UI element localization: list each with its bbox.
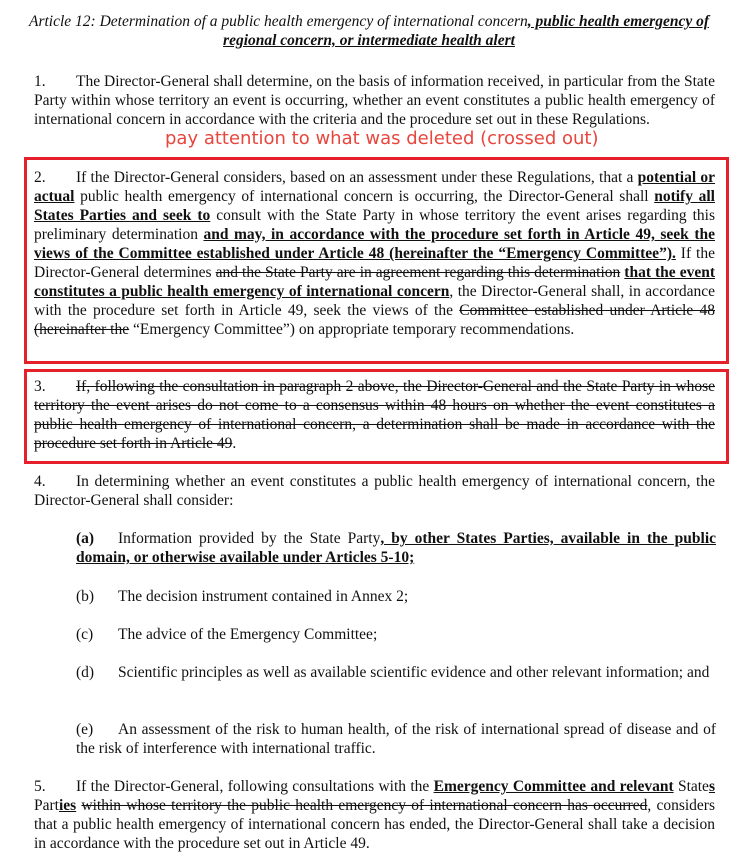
list-label: (d)	[76, 664, 95, 681]
list-item-b	[76, 587, 716, 606]
paragraph-number: 1.	[34, 73, 46, 90]
list-item-e	[76, 720, 716, 758]
title-inserted-text: , public health emergency of regional concern, or intermediate health alert	[223, 13, 709, 49]
paragraph-number: 3.	[34, 378, 46, 395]
text-run: , the Director-General shall, in accordance with the procedure set forth in Article 49, seek the views of the	[34, 283, 715, 319]
paragraph-3	[34, 377, 715, 453]
inserted-text: that the event constitutes a public health emergency of international concern	[34, 264, 715, 300]
deleted-text: Committee established under Article 48 (hereinafter the	[34, 302, 715, 338]
paragraph-1	[34, 72, 715, 129]
text-run: If the Director-General, following consultations with the	[76, 778, 434, 795]
paragraph-text: In determining whether an event constitutes a public health emergency of international concern, the Director-General shall consider:	[34, 473, 715, 509]
inserted-text: s	[708, 778, 715, 795]
text-run: If the Director-General determines	[34, 245, 715, 281]
list-text: The decision instrument contained in Annex 2;	[118, 588, 409, 605]
inserted-text: Emergency Committee and relevant	[433, 778, 674, 795]
text-run: .	[232, 435, 237, 452]
list-label: (e)	[76, 721, 94, 738]
list-item-c	[76, 625, 716, 644]
list-text: Scientific principles as well as available scientific evidence and other relevant information; and	[118, 664, 710, 681]
list-label: (c)	[76, 626, 94, 643]
list-item-d	[76, 663, 716, 682]
inserted-text: and may, in accordance with the procedure set forth in Article 49, seek the views of the Committee established under Article 48 (hereinafter the “Emergency Committee”).	[34, 226, 715, 262]
list-text: An assessment of the risk to human health, of the risk of international spread of disease and of the risk of interference with international traffic.	[76, 721, 716, 757]
annotation-note: pay attention to what was deleted (crossed out)	[165, 128, 599, 149]
list-label: (b)	[76, 588, 95, 605]
paragraph-4	[34, 472, 715, 510]
deleted-text: within whose territory the public health emergency of international concern has occurred	[81, 797, 648, 814]
paragraph-number: 2.	[34, 169, 46, 186]
paragraph-number: 5.	[34, 778, 46, 795]
inserted-text: potential or actual	[34, 169, 716, 205]
text-run: “Emergency Committee”) on appropriate temporary recommendations.	[129, 321, 575, 338]
inserted-text: notify all States Parties and seek to	[34, 188, 715, 224]
text-run: , considers that a public health emergency of international concern has ended, the Director-General shall take a decision in accordance with the procedure set out in Article 49.	[34, 797, 716, 852]
paragraph-number: 4.	[34, 473, 46, 490]
deleted-text: and the State Party are in agreement regarding this determination	[215, 264, 621, 281]
text-run: consult with the State Party in whose territory the event arises regarding this preliminary determination	[34, 207, 716, 243]
deleted-text: If, following the consultation in paragraph 2 above, the Director-General and the State Party in whose territory the event arises do not come to a consensus within 48 hours on whether the event constitutes a public health emergency of international concern, a determination shall be made in accordance with the procedure set forth in Article 49	[34, 378, 715, 452]
paragraph-text: The Director-General shall determine, on the basis of information received, in particular from the State Party within whose territory an event is occurring, whether an event constitutes a public health emergency of international concern in accordance with the criteria and the procedure set out in these Regulations.	[34, 73, 715, 128]
paragraph-5	[34, 777, 715, 853]
title-text: Article 12: Determination of a public health emergency of international concern	[28, 13, 528, 30]
text-run: Part	[34, 797, 59, 814]
text-run: State	[673, 778, 709, 795]
article-title	[14, 12, 724, 50]
list-text: The advice of the Emergency Committee;	[118, 626, 378, 643]
list-text: Information provided by the State Party	[118, 530, 381, 547]
text-run: public health emergency of international concern is occurring, the Director-General shall	[74, 188, 655, 205]
text-run: If the Director-General considers, based on an assessment under these Regulations, that a	[76, 169, 638, 186]
inserted-text: ies	[58, 797, 77, 814]
list-item-a	[76, 529, 716, 567]
inserted-text: , by other States Parties, available in the public domain, or otherwise available under Articles 5-10;	[76, 530, 717, 566]
list-label: (a)	[76, 530, 95, 547]
paragraph-2	[34, 168, 715, 339]
